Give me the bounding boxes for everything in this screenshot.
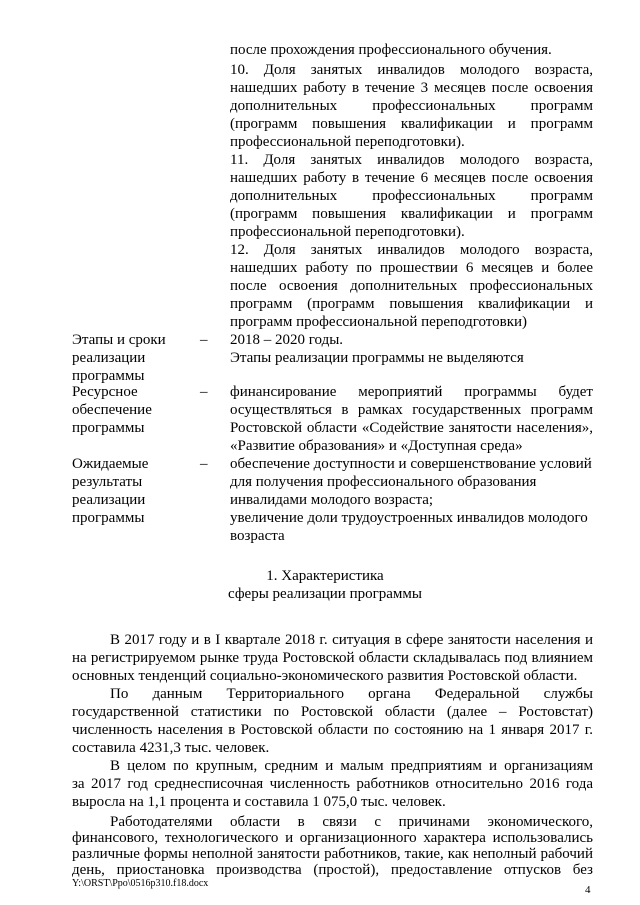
results-value-line-2: для получения профессионального образования xyxy=(230,474,537,490)
page-number: 4 xyxy=(585,884,591,896)
results-label-line-4: программы xyxy=(72,510,145,526)
paragraph-4-line-3: различные формы неполной занятости работников, такие, как неполный рабочий xyxy=(72,846,593,862)
paragraph-3-line-1: В целом по крупным, средним и малым предприятиям и организациям xyxy=(110,758,593,774)
section-title-line-1: 1. Характеристика xyxy=(266,568,384,584)
section-title-line-2: сферы реализации программы xyxy=(227,586,422,602)
stages-value-line-2: Этапы реализации программы не выделяются xyxy=(230,350,524,366)
results-label-line-1: Ожидаемые xyxy=(72,456,149,472)
results-value-line-1: обеспечение доступности и совершенствование условий xyxy=(230,456,592,472)
resources-value-line-3: Ростовской области «Содействие занятости населения», xyxy=(230,420,593,436)
goal-item-11-line-2: нашедших работу в течение 6 месяцев после освоения xyxy=(230,170,593,186)
paragraph-2-line-2: государственной статистики по Ростовской области (далее – Ростовстат) xyxy=(72,704,593,720)
resources-value-line-1: финансирование мероприятий программы будет xyxy=(230,384,593,400)
results-value-line-3: инвалидами молодого возраста; xyxy=(230,492,434,508)
goal-item-12-line-3: после освоения дополнительных профессиональных xyxy=(230,278,593,294)
resources-label-line-1: Ресурсное xyxy=(72,384,138,400)
stages-label-line-1: Этапы и сроки xyxy=(72,332,166,348)
stages-value-line-1: 2018 – 2020 годы. xyxy=(230,332,344,348)
goal-item-11-line-4: (программ повышения квалификации и программ xyxy=(230,206,593,222)
results-label-line-3: реализации xyxy=(72,492,146,508)
paragraph-4-line-4: день, приостановка производства (простой), предоставление отпусков без xyxy=(72,862,593,878)
paragraph-1-line-1: В 2017 году и в I квартале 2018 г. ситуация в сфере занятости населения и xyxy=(110,632,593,648)
paragraph-4-line-2: финансового, технологического и организационного характера использовались xyxy=(72,830,593,846)
paragraph-1-line-2: на регистрируемом рынке труда Ростовской области складывалась под влиянием xyxy=(72,650,593,666)
results-dash: – xyxy=(200,456,208,472)
goal-item-12-line-1: 12. Доля занятых инвалидов молодого возраста, xyxy=(230,242,593,258)
paragraph-3-line-2: за 2017 год среднесписочная численность работников относительно 2016 года xyxy=(72,776,593,792)
goal-item-11-line-5: профессиональной переподготовки). xyxy=(230,224,465,240)
goal-item-11-line-1: 11. Доля занятых инвалидов молодого возраста, xyxy=(230,152,593,168)
stages-dash: – xyxy=(200,332,208,348)
results-value-line-5: возраста xyxy=(230,528,285,544)
goals-line: после прохождения профессионального обучения. xyxy=(230,42,552,58)
results-value-line-4: увеличение доли трудоустроенных инвалидов молодого xyxy=(230,510,588,526)
paragraph-2-line-4: составила 4231,3 тыс. человек. xyxy=(72,740,270,756)
goal-item-10-line-1: 10. Доля занятых инвалидов молодого возраста, xyxy=(230,62,593,78)
stages-label-line-2: реализации xyxy=(72,350,146,366)
goal-item-10-line-4: (программ повышения квалификации и программ xyxy=(230,116,593,132)
goal-item-10-line-5: профессиональной переподготовки). xyxy=(230,134,465,150)
resources-label-line-3: программы xyxy=(72,420,145,436)
paragraph-2-line-3: численность населения в Ростовской области по состоянию на 1 января 2017 г. xyxy=(72,722,593,738)
goal-item-10-line-3: дополнительных профессиональных программ xyxy=(230,98,593,114)
resources-value-line-2: осуществляться в рамках государственных программ xyxy=(230,402,593,418)
paragraph-1-line-3: основных тенденций социально-экономического развития Ростовской области. xyxy=(72,668,578,684)
stages-label-line-3: программы xyxy=(72,368,145,384)
results-label-line-2: результаты xyxy=(72,474,143,490)
resources-value-line-4: «Развитие образования» и «Доступная среда» xyxy=(230,438,523,454)
footer-file-path: Y:\ORST\Ppo\0516p310.f18.docx xyxy=(72,878,209,889)
goal-item-12-line-4: программ (программ повышения квалификации и xyxy=(230,296,593,312)
goal-item-12-line-2: нашедших работу по прошествии 6 месяцев и более xyxy=(230,260,593,276)
paragraph-3-line-3: выросла на 1,1 процента и составила 1 075,0 тыс. человек. xyxy=(72,794,446,810)
resources-dash: – xyxy=(200,384,208,400)
goal-item-11-line-3: дополнительных профессиональных программ xyxy=(230,188,593,204)
paragraph-4-line-1: Работодателями области в связи с причинами экономического, xyxy=(110,814,593,830)
resources-label-line-2: обеспечение xyxy=(72,402,152,418)
goal-item-12-line-5: программ профессиональной переподготовки) xyxy=(230,314,528,330)
paragraph-2-line-1: По данным Территориального органа Федеральной службы xyxy=(110,686,593,702)
goal-item-10-line-2: нашедших работу в течение 3 месяцев после освоения xyxy=(230,80,593,96)
